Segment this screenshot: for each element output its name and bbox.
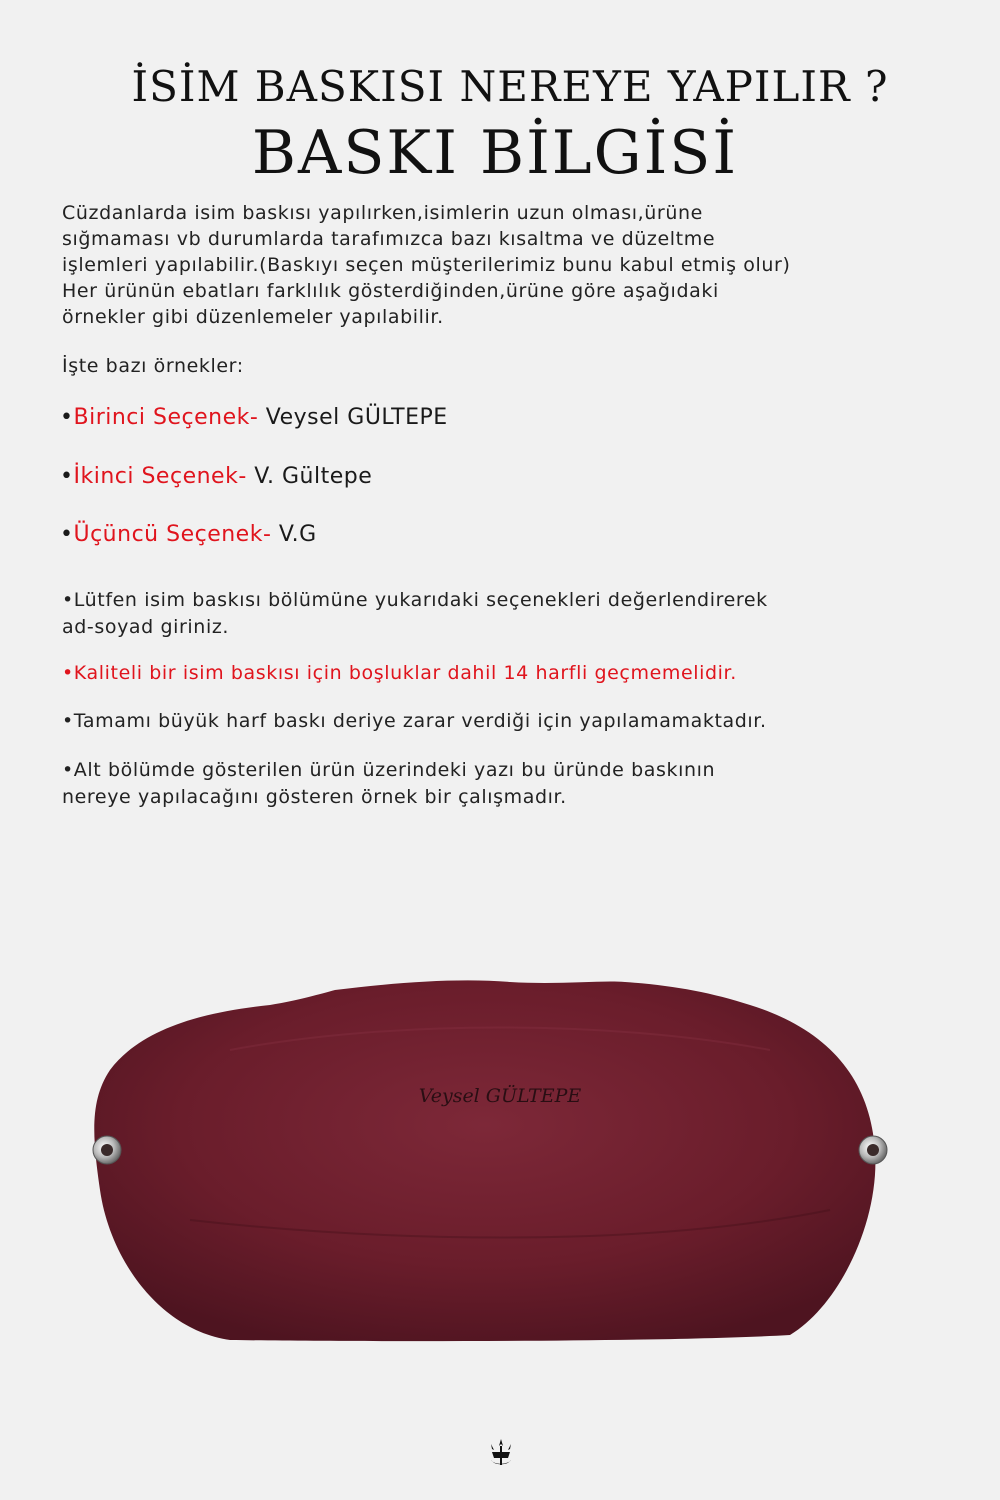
option-bullet: •: [60, 522, 74, 547]
note-letter-limit: [62, 660, 962, 687]
rivet-left: [93, 1136, 121, 1164]
note-uppercase: [62, 708, 962, 735]
option-bullet: •: [60, 405, 74, 430]
note-line: ad-soyad giriniz.: [62, 616, 230, 638]
option-label: İkinci Seçenek-: [73, 464, 247, 489]
trident-crown-icon: [488, 1438, 514, 1468]
note-line: •Alt bölümde gösterilen ürün üzerindeki yazı bu üründe baskının: [62, 759, 716, 781]
option-label: Üçüncü Seçenek-: [73, 522, 272, 547]
note-enter-name: [62, 587, 962, 641]
page-title-line2: BASKI BİLGİSİ: [251, 118, 739, 188]
option-third: [60, 522, 317, 547]
option-value: V.G: [271, 522, 317, 547]
intro-line: örnekler gibi düzenlemeler yapılabilir.: [62, 306, 444, 328]
intro-paragraph: [62, 200, 962, 330]
note-sample-product: [62, 757, 962, 811]
note-line: •Kaliteli bir isim baskısı için boşluklar dahil 14 harfli geçmemelidir.: [62, 662, 737, 684]
engraving-text: Veysel GÜLTEPE: [418, 1085, 582, 1107]
option-value: V. Gültepe: [246, 464, 373, 489]
leather-product-image: [70, 960, 930, 1360]
intro-line: işlemleri yapılabilir.(Baskıyı seçen müşterilerimiz bunu kabul etmiş olur): [62, 254, 791, 276]
intro-line: sığmaması vb durumlarda tarafımızca bazı kısaltma ve düzeltme: [62, 228, 716, 250]
note-line: •Tamamı büyük harf baskı deriye zarar verdiği için yapılamamaktadır.: [62, 710, 767, 732]
option-first: [60, 405, 448, 430]
note-line: nereye yapılacağını gösteren örnek bir çalışmadır.: [62, 786, 567, 808]
page-title-line1: İSİM BASKISI NEREYE YAPILIR ?: [131, 62, 889, 111]
examples-heading: İşte bazı örnekler:: [62, 355, 244, 377]
note-line: •Lütfen isim baskısı bölümüne yukarıdaki seçenekleri değerlendirerek: [62, 589, 768, 611]
intro-line: Her ürünün ebatları farklılık gösterdiğinden,ürüne göre aşağıdaki: [62, 280, 719, 302]
leather-case-body: [94, 980, 875, 1341]
rivet-right: [859, 1136, 887, 1164]
option-value: Veysel GÜLTEPE: [258, 405, 448, 430]
option-second: [60, 464, 372, 489]
option-bullet: •: [60, 464, 74, 489]
option-label: Birinci Seçenek-: [73, 405, 259, 430]
intro-line: Cüzdanlarda isim baskısı yapılırken,isimlerin uzun olması,ürüne: [62, 202, 703, 224]
